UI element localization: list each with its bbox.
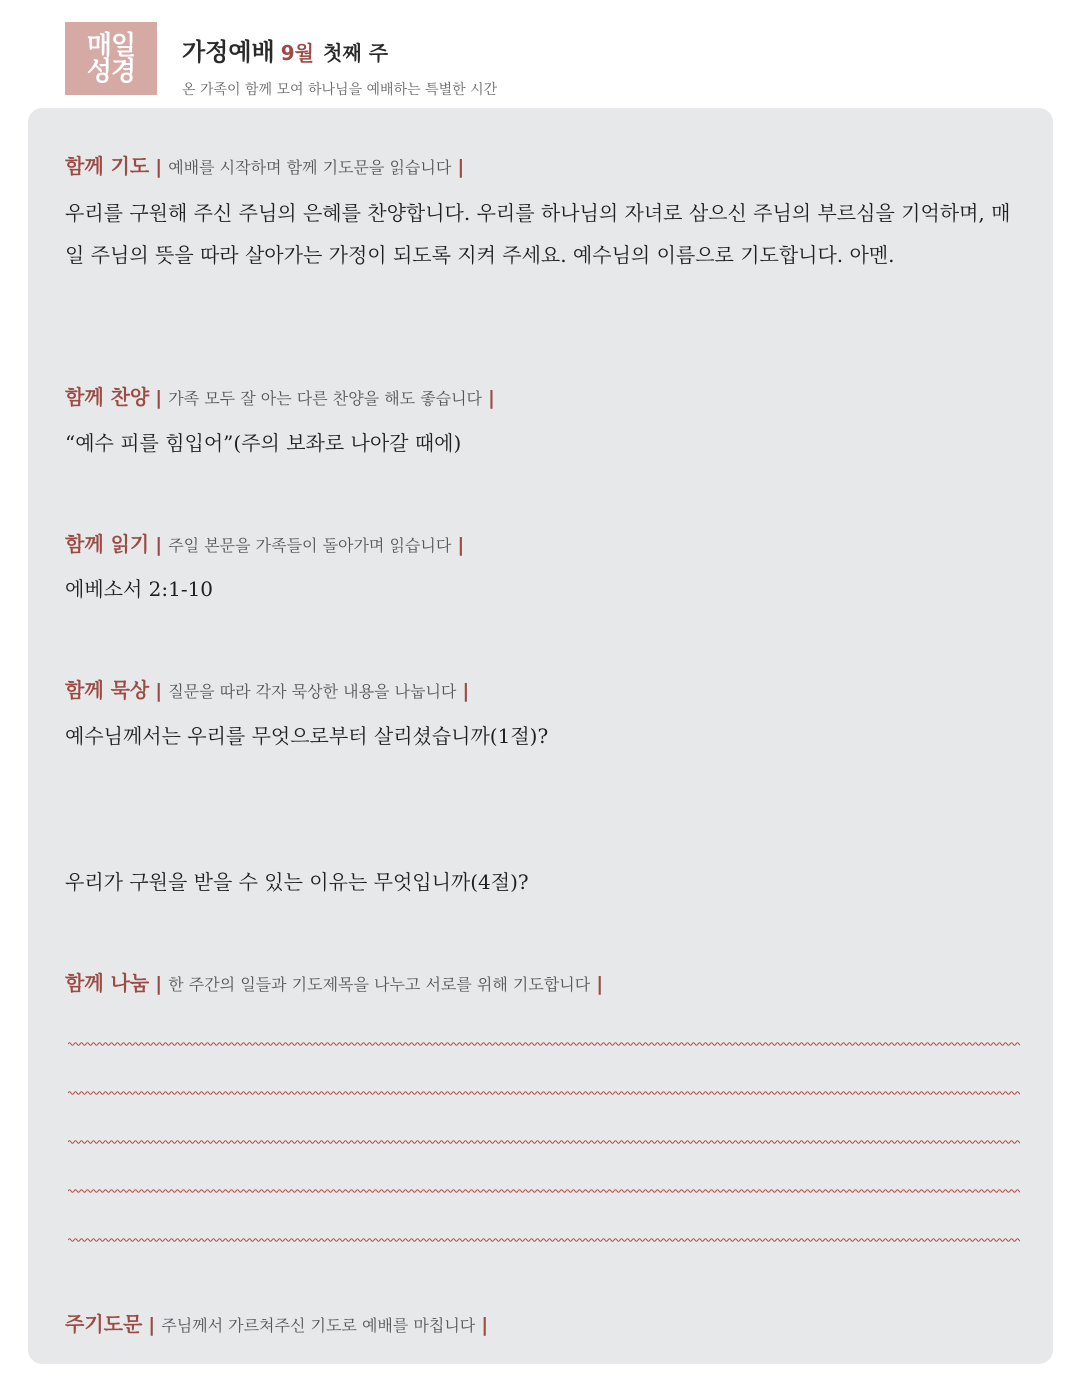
section-label: 함께 찬양 <box>65 385 150 409</box>
section-label: 함께 나눔 <box>65 971 150 995</box>
page-header <box>65 22 1025 102</box>
section-header-prayer <box>65 150 470 179</box>
separator-bar: | <box>155 973 163 995</box>
section-header-praise <box>65 381 501 410</box>
writing-line <box>68 1089 1020 1097</box>
section-header-lords-prayer <box>65 1308 494 1337</box>
writing-line <box>68 1138 1020 1146</box>
title-week: 첫째 주 <box>323 41 389 65</box>
section-description: 주님께서 가르쳐주신 기도로 예배를 마칩니다 <box>161 1316 476 1335</box>
meditation-question-1: 예수님께서는 우리를 무엇으로부터 살리셨습니까(1절)? <box>65 724 549 748</box>
writing-line <box>68 1236 1020 1244</box>
prayer-text: 우리를 구원해 주신 주님의 은혜를 찬양합니다. 우리를 하나님의 자녀로 삼으신 주님의 부르심을 기억하며, 매일 주님의 뜻을 따라 살아가는 가정이 되도록 지켜 주세요. 예수님의 이름으로 기도합니다. 아멘. <box>65 201 1011 267</box>
section-label: 함께 묵상 <box>65 678 150 702</box>
section-header-sharing <box>65 967 609 996</box>
section-label: 주기도문 <box>65 1312 143 1336</box>
separator-bar: | <box>488 387 495 409</box>
logo <box>65 22 157 95</box>
page-subtitle: 온 가족이 함께 모여 하나님을 예배하는 특별한 시간 <box>182 82 498 98</box>
separator-bar: | <box>155 534 163 556</box>
section-label: 함께 기도 <box>65 154 150 178</box>
title-month: 9월 <box>280 41 314 65</box>
scripture-reference: 에베소서 2:1-10 <box>65 577 214 601</box>
logo-line-2: 성경 <box>86 56 136 87</box>
separator-bar: | <box>457 534 465 556</box>
separator-bar: | <box>457 156 465 178</box>
page-title <box>182 32 388 67</box>
separator-bar: | <box>462 680 470 702</box>
section-header-reading <box>65 528 470 557</box>
section-description: 주일 본문을 가족들이 돌아가며 읽습니다 <box>168 536 452 555</box>
meditation-question-2: 우리가 구원을 받을 수 있는 이유는 무엇입니까(4절)? <box>65 870 529 894</box>
separator-bar: | <box>155 156 163 178</box>
section-description: 예배를 시작하며 함께 기도문을 읽습니다 <box>168 158 452 177</box>
section-description: 가족 모두 잘 아는 다른 찬양을 해도 좋습니다 <box>168 389 483 408</box>
logo-line-1: 매일 <box>86 30 136 61</box>
hymn-title: “예수 피를 힘입어”(주의 보좌로 나아갈 때에) <box>65 431 462 455</box>
writing-line <box>68 1040 1020 1048</box>
separator-bar: | <box>596 973 604 995</box>
section-label: 함께 읽기 <box>65 532 150 556</box>
separator-bar: | <box>155 680 163 702</box>
section-description: 한 주간의 일들과 기도제목을 나누고 서로를 위해 기도합니다 <box>168 975 591 994</box>
separator-bar: | <box>481 1314 489 1336</box>
section-header-meditation <box>65 674 475 703</box>
section-description: 질문을 따라 각자 묵상한 내용을 나눕니다 <box>168 682 457 701</box>
title-main: 가정예배 <box>182 38 275 66</box>
writing-line <box>68 1187 1020 1195</box>
separator-bar: | <box>155 387 163 409</box>
separator-bar: | <box>148 1314 156 1336</box>
